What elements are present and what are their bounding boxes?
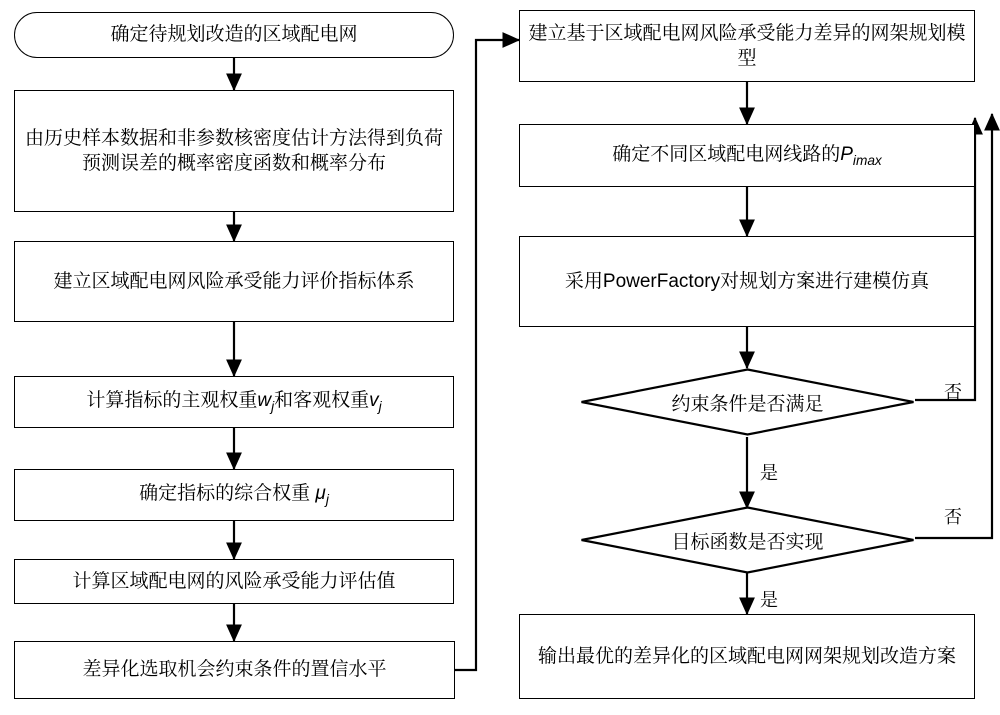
node-load-forecast-error [14,90,454,212]
decision-objective-label: 目标函数是否实现 [671,531,824,553]
decision-objective-achieved [580,506,915,574]
n4-prefix: 计算指标的主观权重 [86,390,258,412]
n4-sub-j2: j [378,398,382,414]
n4-mid: 和客观权重 [274,390,370,412]
node-risk-capacity-value [14,559,454,604]
node-start [14,12,454,58]
node-comprehensive-weight [14,469,454,521]
node-risk-index-system-label: 建立区域配电网风险承受能力评价指标体系 [53,270,415,292]
node-output-plan-label: 输出最优的差异化的区域配电网网架规划改造方案 [537,645,956,667]
node-start-label: 确定待规划改造的区域配电网 [110,24,358,46]
node-load-forecast-error-label: 由历史样本数据和非参数核密度估计方法得到负荷预测误差的概率密度函数和概率分布 [24,127,443,174]
node-powerfactory-simulation [519,236,975,327]
n5-prefix: 确定指标的综合权重 [139,483,316,505]
n5-sub-j: j [325,491,329,507]
node-output-plan [519,614,975,699]
n9-symbol-p: P [840,143,853,165]
node-risk-capacity-value-label: 计算区域配电网的风险承受能力评估值 [72,570,396,592]
node-confidence-level-label: 差异化选取机会约束条件的置信水平 [82,659,387,681]
n5-symbol-mu: μ [315,483,326,505]
edge-label-d1-no: 否 [944,382,962,402]
node-subjective-objective-weights-label [86,388,381,416]
edge-label-d1-yes: 是 [760,463,778,483]
n9-sub-imax: imax [852,152,882,168]
node-subjective-objective-weights [14,376,454,428]
n4-symbol-w: w [257,390,272,412]
node-grid-planning-model [519,10,975,82]
decision-constraints-label: 约束条件是否满足 [671,393,824,415]
decision-constraints-satisfied [580,368,915,436]
edge-label-d2-yes: 是 [760,590,778,610]
n4-symbol-v: v [369,390,379,412]
node-comprehensive-weight-label [139,481,329,509]
node-risk-index-system [14,241,454,322]
node-line-pimax [519,124,975,187]
node-grid-planning-model-label: 建立基于区域配电网风险承受能力差异的网架规划模型 [528,22,966,69]
edge-label-d2-no: 否 [944,507,962,527]
node-line-pimax-label [612,142,882,170]
n9-prefix: 确定不同区域配电网线路的 [612,143,841,165]
node-confidence-level [14,641,455,699]
n4-sub-j1: j [271,398,275,414]
node-powerfactory-simulation-label: 采用PowerFactory对规划方案进行建模仿真 [564,270,930,292]
